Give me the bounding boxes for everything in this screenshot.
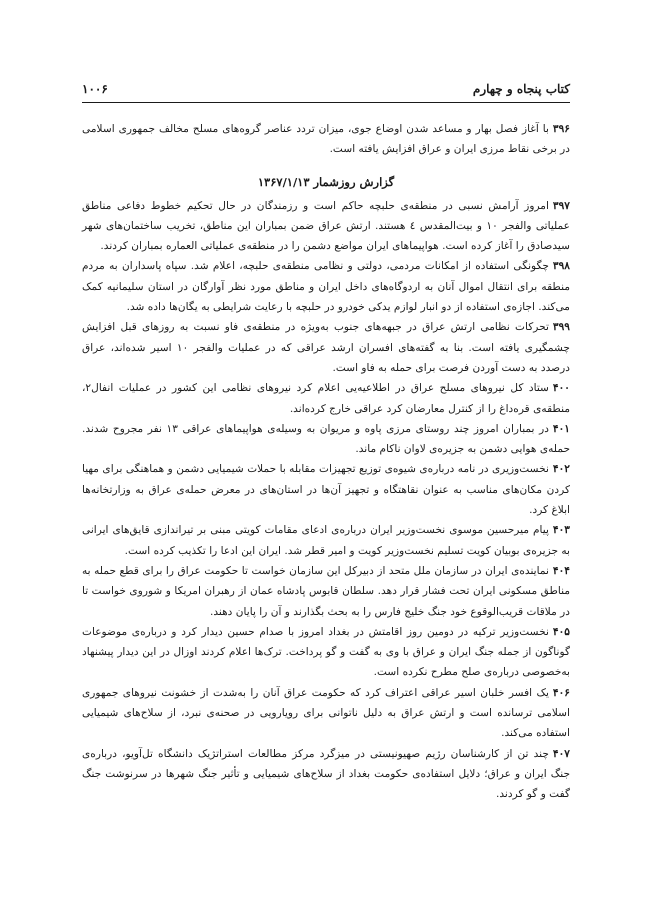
paragraph-text: چگونگی استفاده از امکانات مردمی، دولتی و نظامی منطقه‌ی حلبچه، اعلام شد. سپاه پاسداران به مردم منطقه برای انتقال اموال آنان به اردوگاه‌های داخل ایران و مناطق مورد نظر آوارگان در استان سلیمانیه کمک می‌کند. اجازه‌ی استفاده از دو انبار لوازم یدکی خودرو در حلبچه با رعایت شرایطی به یگان‌ها داده شد. — [82, 260, 570, 314]
paragraph-number: ۳۹۶ — [552, 123, 570, 135]
paragraph-number: ۴۰۳ — [552, 524, 570, 537]
paragraph-number: ۴۰۷ — [552, 747, 570, 760]
page-number: ۱۰۰۶ — [82, 82, 108, 96]
paragraph-401 — [82, 419, 570, 460]
paragraph-text: نماینده‌ی ایران در سازمان ملل متحد از دبیرکل این سازمان خواست تا حکومت عراق را برای قطع حمله به مناطق مسکونی ایران تحت فشار قرار دهد. سلطان قابوس پادشاه عمان از رهبران امریکا و شوروی خواست تا در ملاقات قریب‌الوقوع خود جنگ خلیج فارس را به بحث بگذارند و آن را پایان دهند. — [82, 564, 570, 618]
paragraph-text: نخست‌وزیری در نامه درباره‌ی شیوه‌ی توزیع تجهیزات مقابله با حملات شیمیایی دشمن و هماهنگی برای مهیا کردن مکان‌های مناسب به عنوان نقاهتگاه و تجهیز آن‌ها در استان‌های در معرض حمله‌ی عراق به وزارتخانه‌ها ابلاغ کرد. — [82, 463, 570, 517]
paragraph-403 — [82, 520, 570, 561]
paragraph-number: ۴۰۴ — [552, 564, 570, 577]
paragraph-number: ۴۰۱ — [552, 422, 570, 435]
page-header — [82, 66, 570, 96]
paragraph-text: نخست‌وزیر ترکیه در دومین روز اقامتش در بغداد امروز با صدام حسین دیدار کرد و درباره‌ی موضوعات گوناگون از جمله جنگ ایران و عراق با وی به گفت و گو پرداخت. ترک‌ها اعلام کردند اوزال در این دیدار پیشنهاد به‌خصوصی درباره‌ی صلح مطرح نکرده است. — [82, 625, 570, 679]
header-rule — [82, 102, 570, 103]
paragraph-text: امروز آرامش نسبی در منطقه‌ی حلبچه حاکم است و رزمندگان در حال تحکیم خطوط دفاعی مناطق عملیاتی والفجر ۱۰ و بیت‌المقدس ٤ هستند. ارتش عراق ضمن بمباران این مناطق، تخریب ساختمان‌های شهر سیدصادق را آغاز کرده است. هواپیماهای ایران مواضع دشمن را در منطقه‌ی عملیاتی العماره بمباران کردند. — [82, 199, 570, 253]
paragraph-number: ۴۰۰ — [552, 382, 570, 395]
paragraph-number: ۴۰۶ — [552, 686, 570, 699]
paragraph-406 — [82, 683, 570, 744]
paragraph-number: ۳۹۹ — [552, 321, 570, 334]
paragraph-396 — [82, 119, 570, 160]
document-body — [82, 119, 570, 805]
paragraph-399 — [82, 317, 570, 378]
paragraph-407 — [82, 744, 570, 805]
document-page — [82, 66, 570, 805]
section-title: گزارش روزشمار ۱۳۶۷/۱/۱۳ — [257, 174, 395, 189]
paragraph-number: ۴۰۲ — [552, 463, 570, 476]
paragraph-text: چند تن از کارشناسان رژیم صهیونیستی در میزگرد مرکز مطالعات استراتژیک دانشگاه تل‌آویو، درباره‌ی جنگ ایران و عراق؛ دلایل استفاده‌ی حکومت بغداد از سلاح‌های شیمیایی و تأثیر جنگ شهرها در سرنوشت جنگ گفت و گو کردند. — [82, 747, 570, 801]
paragraph-397 — [82, 196, 570, 257]
paragraph-text: با آغاز فصل بهار و مساعد شدن اوضاع جوی، میزان تردد عناصر گروه‌های مسلح مخالف جمهوری اسلامی در برخی نقاط مرزی ایران و عراق افزایش یافته است. — [82, 123, 570, 156]
paragraph-number: ۳۹۸ — [552, 260, 570, 273]
paragraph-400 — [82, 378, 570, 419]
paragraph-number: ۴۰۵ — [552, 625, 570, 638]
paragraph-398 — [82, 256, 570, 317]
paragraph-404 — [82, 561, 570, 622]
book-title: کتاب پنجاه و چهارم — [472, 82, 570, 96]
paragraph-text: پیام میرحسین موسوی نخست‌وزیر ایران درباره‌ی ادعای مقامات کویتی مبنی بر تیراندازی قایق‌های ایرانی به جزیره‌ی بوبیان کویت تسلیم نخست‌وزیر کویت و امیر قطر شد. ایران این ادعا را تکذیب کرده است. — [82, 524, 570, 557]
paragraph-text: یک افسر خلبان اسیر عراقی اعتراف کرد که حکومت عراق آنان را به‌شدت از خشونت نیروهای جمهوری اسلامی ترسانده است و ارتش عراق به دلیل ناتوانی برای رویارویی در صحنه‌ی نبرد، از سلاح‌های شیمیایی استفاده می‌کند. — [82, 686, 570, 740]
paragraph-402 — [82, 459, 570, 520]
paragraph-405 — [82, 622, 570, 683]
paragraph-number: ۳۹۷ — [552, 199, 570, 212]
paragraph-text: ستاد کل نیروهای مسلح عراق در اطلاعیه‌یی اعلام کرد نیروهای نظامی این کشور در عملیات انفال۲، منطقه‌ی قره‌داغ را از کنترل معارضان کرد عراقی خارج کرده‌اند. — [82, 382, 570, 415]
paragraph-text: تحرکات نظامی ارتش عراق در جبهه‌های جنوب به‌ویژه در منطقه‌ی فاو نسبت به روزهای قبل افزایش چشمگیری یافته است. بنا به گفته‌های افسران ارشد عراقی که در عملیات والفجر ۱۰ اسیر شده‌اند، عراق درصدد به دست آوردن فرصت برای حمله به فاو است. — [82, 321, 570, 374]
paragraph-text: در بمباران امروز چند روستای مرزی پاوه و مریوان به وسیله‌ی هواپیماهای عراقی ۱۳ نفر مجروح شدند. حمله‌ی هوایی دشمن به جزیره‌ی لاوان ناکام ماند. — [82, 422, 570, 456]
